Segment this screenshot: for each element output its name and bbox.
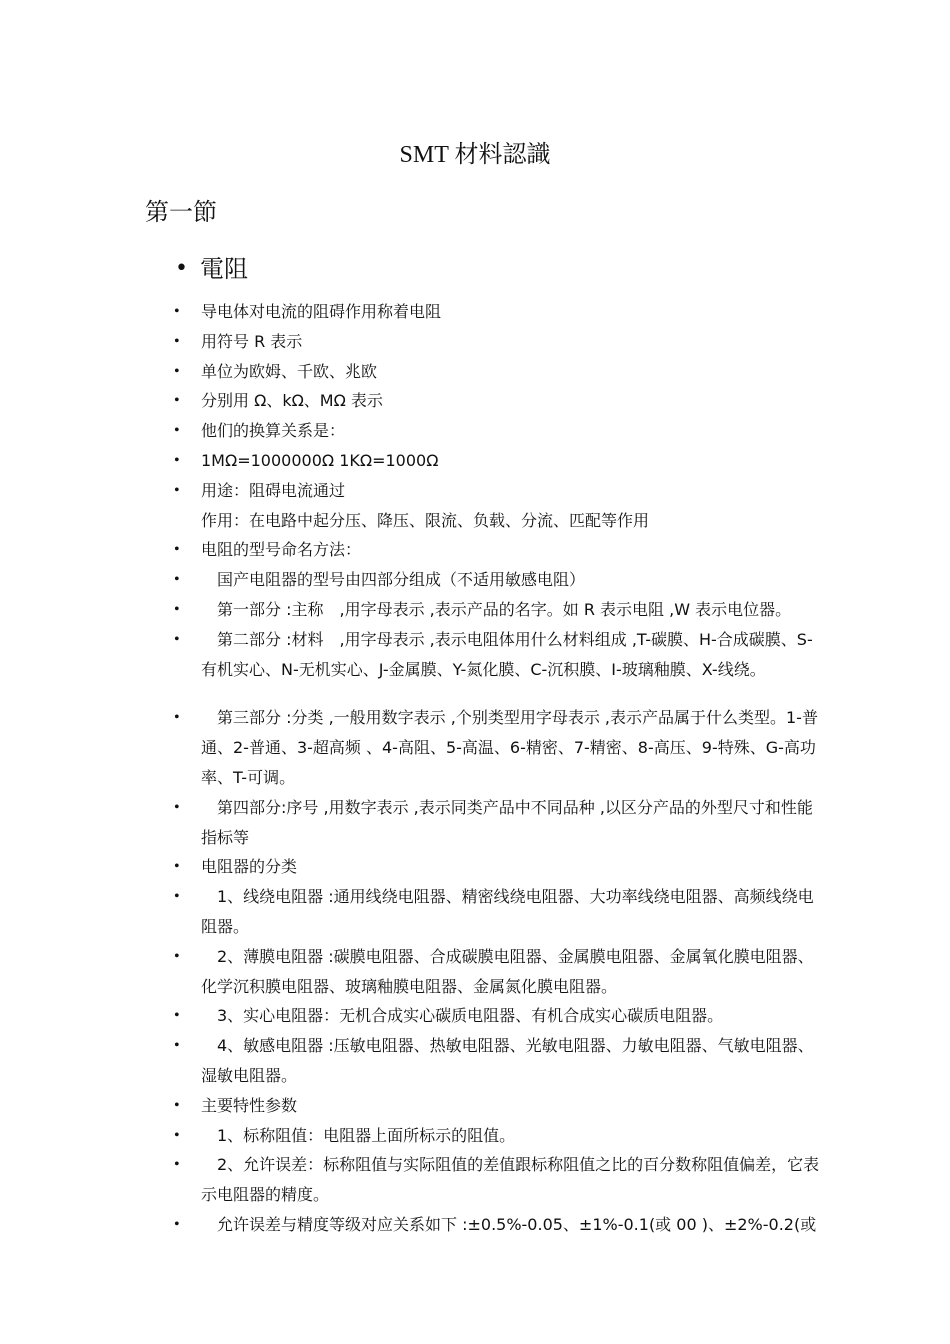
list-item-text: 2、允许误差：标称阻值与实际阻值的差值跟标称阻值之比的百分数称阻值偏差，它表示电阻器的精度。 — [201, 1155, 820, 1205]
bullet-icon: • — [174, 451, 180, 469]
bullet-icon: • — [174, 630, 180, 648]
list-item-text: 他们的换算关系是： — [201, 421, 346, 441]
document-title: SMT 材料認識 — [399, 142, 551, 168]
list-item — [0, 536, 821, 566]
bullet-icon: • — [174, 600, 180, 618]
list-item — [0, 853, 821, 883]
list-item — [0, 507, 821, 537]
bullet-icon: • — [174, 332, 180, 350]
list-item-text: 作用：在电路中起分压、降压、限流、负载、分流、匹配等作用 — [201, 510, 650, 530]
list-item-text: 电阻的型号命名方法： — [201, 540, 362, 560]
list-item — [0, 626, 821, 686]
bullet-icon: • — [174, 571, 180, 589]
list-item — [0, 704, 821, 793]
list-item-text: 第三部分 :分类 ,一般用数字表示 ,个别类型用字母表示 ,表示产品属于什么类型。1-普通、2-普通、3-超高频 、4-高阻、5-高温、6-精密、7-精密、8-高压、9-特殊、G-高功率、T-可调。 — [201, 708, 818, 787]
list-item-text: 1MΩ=1000000Ω 1KΩ=1000Ω — [201, 450, 439, 470]
bullet-icon: • — [174, 481, 180, 499]
bullet-list — [0, 298, 950, 1241]
bullet-icon: • — [174, 362, 180, 380]
list-item — [0, 387, 821, 417]
list-item — [0, 298, 821, 328]
list-item-text: 2、薄膜电阻器 :碳膜电阻器、合成碳膜电阻器、金属膜电阻器、金属氧化膜电阻器、化学沉积膜电阻器、玻璃釉膜电阻器、金属氮化膜电阻器。 — [201, 946, 814, 996]
list-item-text: 分别用 Ω、kΩ、MΩ 表示 — [201, 391, 383, 411]
list-item — [0, 566, 821, 596]
topic-label: 電阻 — [200, 255, 248, 283]
list-item-text: 第一部分 :主称 ,用字母表示 ,表示产品的名字。如 R 表示电阻 ,W 表示电位器。 — [201, 599, 792, 619]
list-item-text: 电阻器的分类 — [201, 857, 298, 877]
list-item-text: 用途：阻碍电流通过 — [201, 480, 346, 500]
bullet-icon: • — [174, 303, 180, 320]
list-item — [0, 1092, 821, 1122]
bullet-icon: • — [174, 1156, 180, 1174]
list-item — [0, 943, 821, 1003]
bullet-icon: • — [174, 1215, 180, 1233]
bullet-icon: • — [174, 947, 180, 965]
list-item-text: 允许误差与精度等级对应关系如下 :±0.5%-0.05、±1%-0.1(或 00 )、±2%-0.2(或 — [201, 1214, 817, 1234]
bullet-icon: • — [174, 1126, 180, 1144]
list-item-text: 国产电阻器的型号由四部分组成（不适用敏感电阻） — [201, 570, 586, 590]
bullet-icon: • — [174, 888, 180, 906]
bullet-icon: • — [174, 422, 180, 440]
list-item — [0, 328, 821, 358]
bullet-icon: • — [174, 541, 180, 559]
list-item-text: 用符号 R 表示 — [201, 331, 303, 351]
bullet-icon: • — [174, 1037, 180, 1055]
list-item — [0, 1211, 821, 1241]
bullet-icon: • — [175, 256, 188, 281]
list-item-text: 导电体对电流的阻碍作用称着电阻 — [201, 302, 442, 321]
bullet-icon: • — [174, 709, 180, 727]
bullet-icon: • — [174, 798, 180, 816]
bullet-icon: • — [174, 1096, 180, 1114]
section-heading: 第一節 — [145, 198, 217, 226]
list-item — [0, 1002, 821, 1032]
list-item-text: 第四部分:序号 ,用数字表示 ,表示同类产品中不同品种 ,以区分产品的外型尺寸和性能指标等 — [201, 797, 813, 847]
list-item-text: 3、实心电阻器：无机合成实心碳质电阻器、有机合成实心碳质电阻器。 — [201, 1006, 724, 1026]
list-item — [0, 477, 821, 507]
list-item — [0, 417, 821, 447]
list-item — [0, 596, 821, 626]
list-item — [0, 794, 821, 854]
list-item — [0, 1151, 821, 1211]
list-item-text: 第二部分 :材料 ,用字母表示 ,表示电阻体用什么材料组成 ,T-碳膜、H-合成碳膜、S-有机实心、N-无机实心、J-金属膜、Y-氮化膜、C-沉积膜、I-玻璃釉膜、X-线绕。 — [201, 629, 813, 679]
list-item — [0, 883, 821, 943]
list-item-text: 1、标称阻值：电阻器上面所标示的阻值。 — [201, 1125, 516, 1145]
list-item-text: 1、线绕电阻器 :通用线绕电阻器、精密线绕电阻器、大功率线绕电阻器、高频线绕电阻器。 — [201, 887, 814, 936]
bullet-icon: • — [174, 858, 180, 876]
bullet-icon: • — [174, 392, 180, 410]
list-item-text: 主要特性参数 — [201, 1095, 298, 1115]
list-item-text: 4、敏感电阻器 :压敏电阻器、热敏电阻器、光敏电阻器、力敏电阻器、气敏电阻器、湿敏电阻器。 — [201, 1036, 814, 1085]
list-item — [0, 1122, 821, 1152]
list-item — [0, 1032, 821, 1092]
bullet-icon: • — [174, 1007, 180, 1025]
list-item — [0, 447, 821, 477]
list-item — [0, 358, 821, 388]
list-item-text: 单位为欧姆、千欧、兆欧 — [201, 361, 378, 381]
